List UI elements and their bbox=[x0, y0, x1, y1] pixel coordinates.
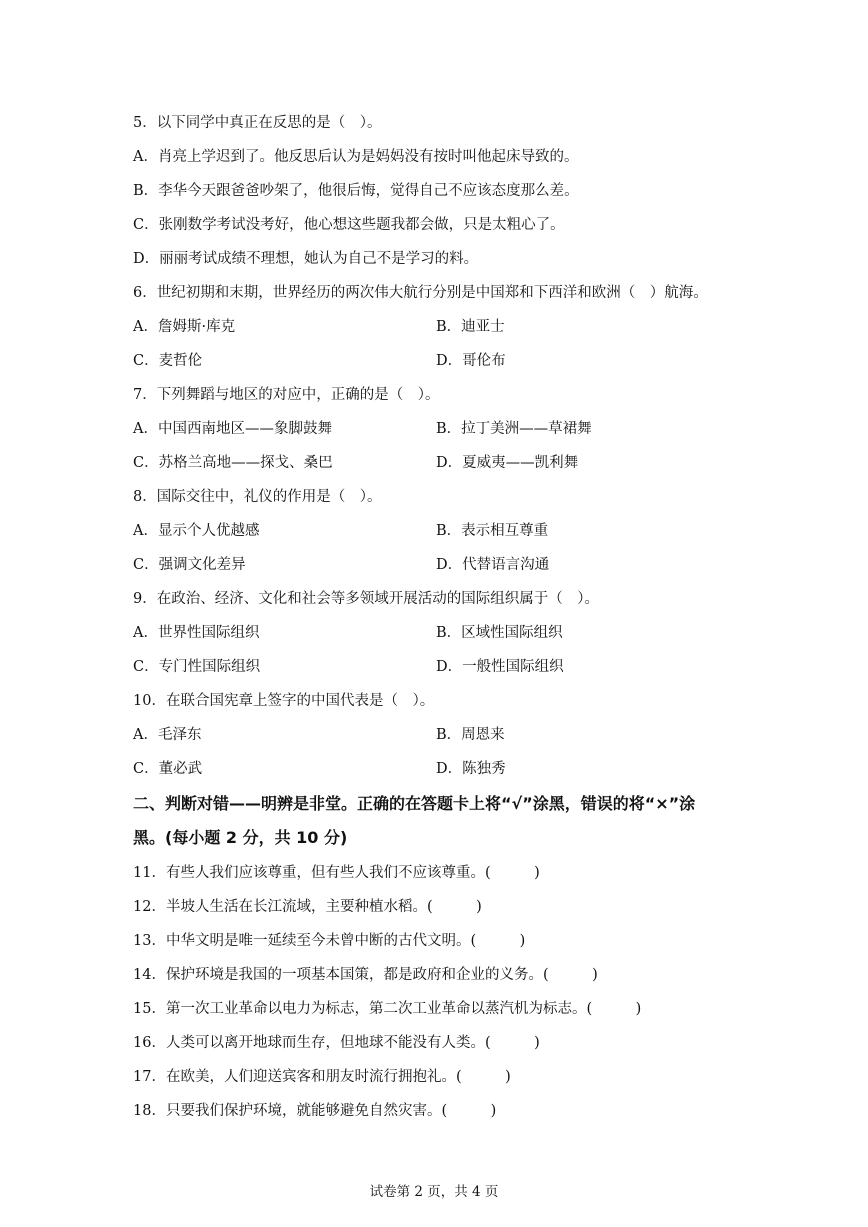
question-stem: 6．世纪初期和末期，世界经历的两次伟大航行分别是中国郑和下西洋和欧洲（ ）航海。 bbox=[133, 285, 708, 301]
judge-question: 13．中华文明是唯一延续至今未曾中断的古代文明。( ) bbox=[133, 933, 526, 949]
option: A．显示个人优越感 bbox=[133, 523, 260, 539]
option: B．区域性国际组织 bbox=[436, 625, 563, 641]
option: D．夏威夷——凯利舞 bbox=[436, 455, 579, 471]
option: D．陈独秀 bbox=[436, 761, 506, 777]
judge-question: 18．只要我们保护环境，就能够避免自然灾害。( ) bbox=[133, 1103, 497, 1119]
option: B．周恩来 bbox=[436, 727, 505, 743]
judge-question: 15．第一次工业革命以电力为标志，第二次工业革命以蒸汽机为标志。( ) bbox=[133, 1001, 642, 1017]
option: A．肖亮上学迟到了。他反思后认为是妈妈没有按时叫他起床导致的。 bbox=[133, 149, 579, 165]
judge-question: 16．人类可以离开地球而生存，但地球不能没有人类。( ) bbox=[133, 1035, 540, 1051]
option: D．丽丽考试成绩不理想，她认为自己不是学习的料。 bbox=[133, 251, 479, 267]
option: A．世界性国际组织 bbox=[133, 625, 260, 641]
option: C．麦哲伦 bbox=[133, 353, 203, 369]
option: B．李华今天跟爸爸吵架了，他很后悔，觉得自己不应该态度那么差。 bbox=[133, 183, 579, 199]
option: D．哥伦布 bbox=[436, 353, 506, 369]
question-stem: 5．以下同学中真正在反思的是（ ）。 bbox=[133, 115, 382, 131]
option: B．拉丁美洲——草裙舞 bbox=[436, 421, 592, 437]
option: A．中国西南地区——象脚鼓舞 bbox=[133, 421, 332, 437]
option: C．董必武 bbox=[133, 761, 203, 777]
option: D．一般性国际组织 bbox=[436, 659, 564, 675]
question-stem: 10．在联合国宪章上签字的中国代表是（ ）。 bbox=[133, 693, 435, 709]
option: A．毛泽东 bbox=[133, 727, 202, 743]
option: D．代替语言沟通 bbox=[436, 557, 550, 573]
option: B．表示相互尊重 bbox=[436, 523, 549, 539]
question-stem: 8．国际交往中，礼仪的作用是（ ）。 bbox=[133, 489, 382, 505]
option: A．詹姆斯·库克 bbox=[133, 319, 236, 335]
option: B．迪亚士 bbox=[436, 319, 505, 335]
option: C．专门性国际组织 bbox=[133, 659, 261, 675]
option: C．张刚数学考试没考好，他心想这些题我都会做，只是太粗心了。 bbox=[133, 217, 565, 233]
section-heading: 二、判断对错——明辨是非堂。正确的在答题卡上将“√”涂黑，错误的将“×”涂 bbox=[133, 794, 696, 813]
judge-question: 14．保护环境是我国的一项基本国策，都是政府和企业的义务。( ) bbox=[133, 967, 598, 983]
page-footer: 试卷第 2 页，共 4 页 bbox=[369, 1184, 499, 1200]
question-stem: 7．下列舞蹈与地区的对应中，正确的是（ ）。 bbox=[133, 387, 440, 403]
question-stem: 9．在政治、经济、文化和社会等多领域开展活动的国际组织属于（ ）。 bbox=[133, 591, 599, 607]
judge-question: 11．有些人我们应该尊重，但有些人我们不应该尊重。( ) bbox=[133, 865, 540, 881]
option: C．苏格兰高地——探戈、桑巴 bbox=[133, 455, 333, 471]
section-heading: 黑。(每小题 2 分，共 10 分) bbox=[133, 828, 348, 847]
judge-question: 17．在欧美，人们迎送宾客和朋友时流行拥抱礼。( ) bbox=[133, 1069, 511, 1085]
option: C．强调文化差异 bbox=[133, 557, 246, 573]
judge-question: 12．半坡人生活在长江流域，主要种植水稻。( ) bbox=[133, 899, 482, 915]
